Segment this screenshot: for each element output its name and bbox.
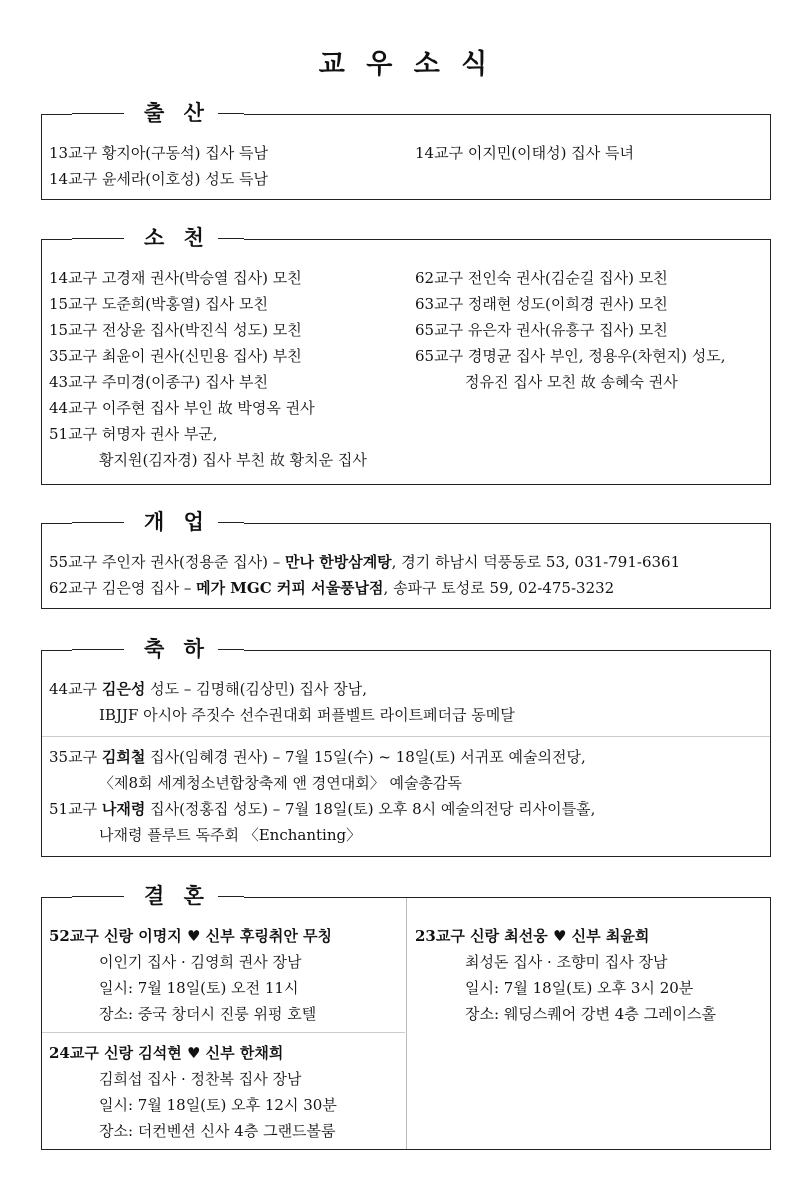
list-item: 정유진 집사 모친 故 송혜숙 권사 [465, 373, 678, 391]
divider [406, 898, 407, 1149]
wedding-entry [49, 1040, 395, 1144]
opening-section [41, 509, 771, 609]
section-header [72, 225, 244, 251]
list-item: 15교구 전상윤 집사(박진식 성도) 모친 [49, 321, 302, 339]
wedding-parents: 최성돈 집사 · 조향미 집사 장남 [465, 953, 668, 971]
celebration-section [41, 636, 771, 857]
list-item: 55교구 주인자 권사(정용준 집사) – 만나 한방삼계탕, 경기 하남시 덕풍동로 53, 031-791-6361 [49, 553, 681, 571]
list-item: 44교구 김은성 성도 – 김명해(김상민) 집사 장남, [49, 680, 368, 698]
section-header [72, 883, 244, 909]
wedding-heading: 23교구 신랑 최선웅 ♥ 신부 최윤희 [415, 927, 650, 945]
birth-label: 출 산 [144, 100, 210, 125]
wedding-heading: 24교구 신랑 김석현 ♥ 신부 한채희 [49, 1044, 284, 1062]
wedding-label: 결 혼 [144, 883, 210, 908]
opening-label: 개 업 [144, 509, 210, 534]
list-item: 황지원(김자경) 집사 부친 故 황치운 집사 [99, 451, 367, 469]
list-item: 65교구 유은자 권사(유흥구 집사) 모친 [415, 321, 668, 339]
section-header [72, 509, 244, 535]
list-item-detail: IBJJF 아시아 주짓수 선수권대회 퍼플벨트 라이트페더급 동메달 [99, 706, 515, 724]
wedding-place: 장소: 웨딩스퀘어 강변 4층 그레이스홀 [465, 1005, 717, 1023]
list-item: 62교구 김은영 집사 – 메가 MGC 커피 서울풍납점, 송파구 토성로 59, 02-475-3232 [49, 579, 615, 597]
list-item: 14교구 이지민(이태성) 집사 득녀 [415, 144, 634, 162]
wedding-parents: 이인기 집사 · 김영희 권사 장남 [99, 953, 302, 971]
divider [42, 736, 770, 737]
section-header [72, 636, 244, 662]
list-item: 62교구 전인숙 권사(김순길 집사) 모친 [415, 269, 668, 287]
list-item: 15교구 도준희(박홍열) 집사 모친 [49, 295, 268, 313]
list-item: 51교구 허명자 권사 부군, [49, 425, 218, 443]
wedding-date: 일시: 7월 18일(토) 오후 12시 30분 [99, 1096, 337, 1114]
list-item: 14교구 윤세라(이호성) 성도 득남 [49, 170, 268, 188]
death-label: 소 천 [144, 225, 210, 250]
list-item: 35교구 김희철 집사(임혜경 권사) – 7월 15일(수) ~ 18일(토) 서귀포 예술의전당, [49, 748, 586, 766]
business-name: 메가 MGC 커피 서울풍납점 [196, 579, 384, 597]
list-item: 43교구 주미경(이종구) 집사 부친 [49, 373, 268, 391]
list-item-detail: 나재령 플루트 독주회 〈Enchanting〉 [99, 826, 362, 844]
celebration-label: 축 하 [144, 636, 210, 661]
wedding-date: 일시: 7월 18일(토) 오전 11시 [99, 979, 299, 997]
divider [42, 1032, 405, 1033]
section-header [72, 100, 244, 126]
wedding-entry [49, 923, 395, 1027]
wedding-heading: 52교구 신랑 이명지 ♥ 신부 후링취안 무칭 [49, 927, 333, 945]
list-item: 51교구 나재령 집사(정홍집 성도) – 7월 18일(토) 오후 8시 예술의전당 리사이틀홀, [49, 800, 596, 818]
wedding-place: 장소: 중국 창더시 진룽 위펑 호텔 [99, 1005, 317, 1023]
list-item: 14교구 고경재 권사(박승열 집사) 모친 [49, 269, 302, 287]
list-item: 63교구 정래현 성도(이희경 권사) 모친 [415, 295, 668, 313]
wedding-parents: 김희섭 집사 · 정찬복 집사 장남 [99, 1070, 302, 1088]
wedding-place: 장소: 더컨벤션 신사 4층 그랜드볼룸 [99, 1122, 336, 1140]
death-section [41, 225, 771, 485]
list-item: 44교구 이주현 집사 부인 故 박영옥 권사 [49, 399, 315, 417]
wedding-date: 일시: 7월 18일(토) 오후 3시 20분 [465, 979, 694, 997]
list-item: 13교구 황지아(구동석) 집사 득남 [49, 144, 268, 162]
list-item-detail: 〈제8회 세계청소년합창축제 앤 경연대회〉 예술총감독 [99, 774, 462, 792]
wedding-section [41, 883, 771, 1150]
birth-section [41, 100, 771, 200]
list-item: 65교구 경명균 집사 부인, 정용우(차현지) 성도, [415, 347, 726, 365]
page-title: 교 우 소 식 [318, 49, 494, 80]
business-name: 만나 한방삼계탕 [285, 553, 392, 571]
list-item: 35교구 최윤이 권사(신민용 집사) 부친 [49, 347, 302, 365]
wedding-entry [415, 923, 763, 1027]
